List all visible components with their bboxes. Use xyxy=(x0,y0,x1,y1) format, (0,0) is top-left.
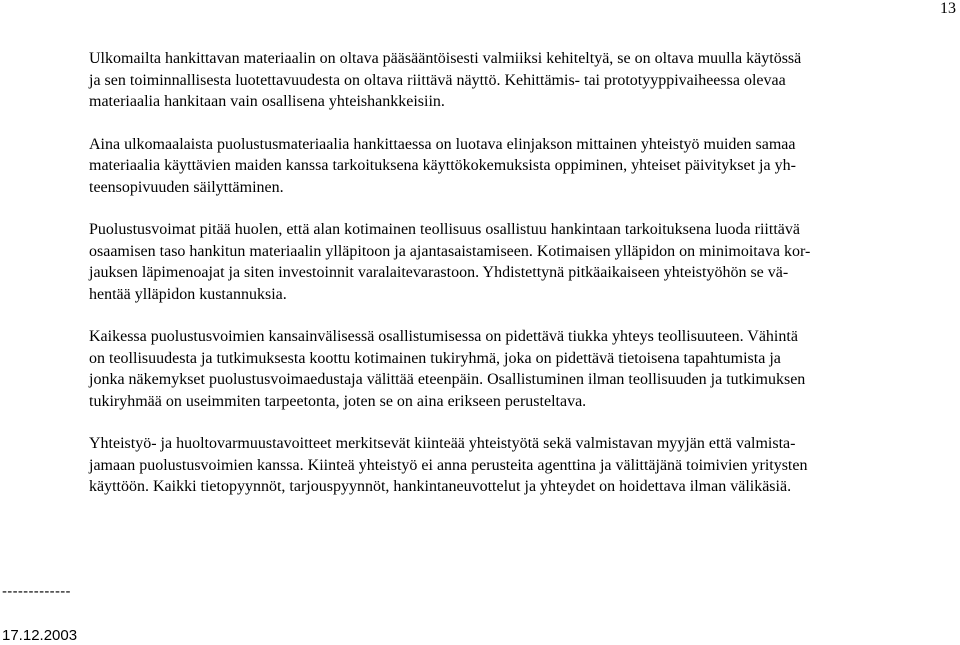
paragraph-1: Ulkomailta hankittavan materiaalin on oltava pääsääntöisesti valmiiksi kehiteltyä, se on oltava muulla käytössä ja sen toiminnallisesta luotettavuudesta on oltava riittävä näyttö. Kehittämis- tai prototyyppivaiheessa olevaa materiaalia hankitaan vain osallisena yhteishankkeisiin. xyxy=(89,50,802,110)
page-number: 13 xyxy=(940,0,956,17)
paragraph-3: Puolustusvoimat pitää huolen, että alan kotimainen teollisuus osallistuu hankintaan tarkoituksena luoda riittävä osaamisen taso hankitun materiaalin ylläpitoon ja ajantasaistamiseen. Kotimaisen ylläpidon on minimoitava kor- jauksen läpimenoajat ja siten investoinnit varalaitevarastoon. Yhdistettynä pitkäaikaiseen yhteistyöhön se vä- hentää ylläpidon kustannuksia. xyxy=(89,221,811,303)
paragraph-5: Yhteistyö- ja huoltovarmuustavoitteet merkitsevät kiinteää yhteistyötä sekä valmistavan myyjän että valmista- jamaan puolustusvoimien kanssa. Kiinteä yhteistyö ei anna perusteita agenttina ja välittäjänä toimivien yritysten käyttöön. Kaikki tietopyynnöt, tarjouspyynnöt, hankintaneuvottelut ja yhteydet on hoidettava ilman välikäsiä. xyxy=(89,435,808,495)
footer-date: 17.12.2003 xyxy=(2,627,78,644)
footer-separator: ------------- xyxy=(2,583,71,600)
document-body xyxy=(89,48,945,519)
paragraph-4: Kaikessa puolustusvoimien kansainvälisessä osallistumisessa on pidettävä tiukka yhteys teollisuuteen. Vähintä on teollisuudesta ja tutkimuksesta koottu kotimainen tukiryhmä, joka on pidettävä tietoisena tapahtumista ja jonka näkemykset puolustusvoimaedustaja välittää eteenpäin. Osallistuminen ilman teollisuuden ja tutkimuksen tukiryhmää on useimmiten tarpeetonta, joten se on aina erikseen perusteltava. xyxy=(89,328,806,410)
paragraph-2: Aina ulkomaalaista puolustusmateriaalia hankittaessa on luotava elinjakson mittainen yhteistyö muiden samaa materiaalia käyttävien maiden kanssa tarkoituksena käyttökokemuksista oppiminen, yhteiset päivitykset ja yh- teensopivuuden säilyttäminen. xyxy=(89,135,796,196)
